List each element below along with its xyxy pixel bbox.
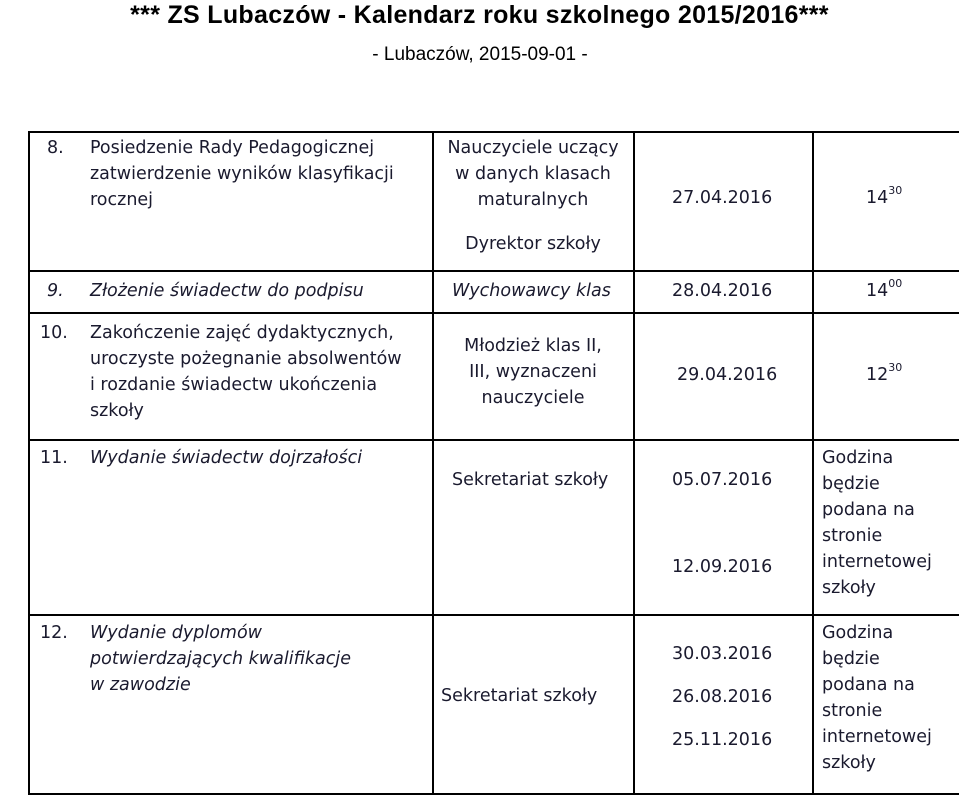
page-title: *** ZS Lubaczów - Kalendarz roku szkolnego 2015/2016*** — [130, 1, 829, 29]
who-cell: Sekretariat szkoły — [441, 686, 598, 706]
column-divider — [812, 131, 814, 795]
table-border-top — [28, 131, 959, 133]
event-line: zatwierdzenie wyników klasyfikacji — [90, 164, 394, 184]
row-number: 10. — [40, 323, 68, 343]
event-line: uroczyste pożegnanie absolwentów — [90, 349, 402, 369]
who-line: III, wyznaczeni — [469, 362, 597, 382]
event-line: rocznej — [90, 190, 154, 210]
time-cell — [822, 445, 932, 601]
event-line: Wydanie dyplomów — [90, 623, 262, 643]
time-minute: 00 — [888, 277, 903, 290]
date-cell: 28.04.2016 — [672, 281, 773, 301]
time-line: szkoły — [822, 753, 876, 773]
row-divider — [28, 614, 959, 616]
who-cell — [433, 333, 633, 411]
time-hour: 14 — [866, 188, 889, 208]
event-cell — [90, 620, 351, 698]
time-line: internetowej — [822, 727, 932, 747]
page-subtitle: - Lubaczów, 2015-09-01 - — [372, 44, 588, 65]
time-line: internetowej — [822, 552, 932, 572]
event-cell: Wydanie świadectw dojrzałości — [90, 448, 363, 468]
event-line: w zawodzie — [90, 675, 191, 695]
table-border-left — [28, 131, 30, 795]
row-number: 12. — [40, 623, 68, 643]
event-cell — [90, 320, 402, 424]
row-number: 11. — [40, 448, 68, 468]
row-divider — [28, 439, 959, 441]
event-line: Posiedzenie Rady Pedagogicznej — [90, 138, 375, 158]
event-cell: Złożenie świadectw do podpisu — [90, 281, 364, 301]
time-cell — [866, 185, 902, 211]
time-line: stronie — [822, 526, 883, 546]
row-divider — [28, 312, 959, 314]
who-line: Nauczyciele uczący — [447, 138, 619, 158]
who-cell: Sekretariat szkoły — [452, 470, 609, 490]
time-line: podana na — [822, 675, 915, 695]
event-line: potwierdzających kwalifikacje — [90, 649, 351, 669]
event-line: i rozdanie świadectw ukończenia — [90, 375, 378, 395]
who-line: nauczyciele — [481, 388, 585, 408]
column-divider — [633, 131, 635, 795]
who-cell — [433, 135, 633, 213]
time-line: stronie — [822, 701, 883, 721]
who-line: maturalnych — [477, 190, 589, 210]
time-hour: 14 — [866, 281, 889, 301]
event-line: szkoły — [90, 401, 144, 421]
who-extra: Dyrektor szkoły — [465, 234, 601, 254]
row-number: 9. — [47, 281, 64, 301]
table-border-bottom — [28, 793, 959, 795]
date-cell: 12.09.2016 — [672, 557, 773, 577]
time-line: podana na — [822, 500, 915, 520]
date-cell: 05.07.2016 — [672, 470, 773, 490]
time-line: będzie — [822, 474, 880, 494]
time-line: szkoły — [822, 578, 876, 598]
who-line: Młodzież klas II, — [464, 336, 602, 356]
date-cell: 26.08.2016 — [672, 687, 773, 707]
time-minute: 30 — [888, 361, 903, 374]
date-cell: 27.04.2016 — [672, 188, 773, 208]
date-cell: 29.04.2016 — [677, 365, 778, 385]
who-cell: Wychowawcy klas — [452, 281, 611, 301]
time-cell — [866, 278, 902, 304]
date-cell: 30.03.2016 — [672, 644, 773, 664]
time-cell — [822, 620, 932, 776]
time-line: będzie — [822, 649, 880, 669]
time-line: Godzina — [822, 448, 894, 468]
who-line: w danych klasach — [455, 164, 611, 184]
time-minute: 30 — [888, 184, 903, 197]
row-divider — [28, 270, 959, 272]
time-cell — [866, 362, 902, 388]
row-number: 8. — [47, 138, 64, 158]
time-line: Godzina — [822, 623, 894, 643]
event-line: Zakończenie zajęć dydaktycznych, — [90, 323, 394, 343]
time-hour: 12 — [866, 365, 889, 385]
date-cell: 25.11.2016 — [672, 730, 773, 750]
event-cell — [90, 135, 394, 213]
